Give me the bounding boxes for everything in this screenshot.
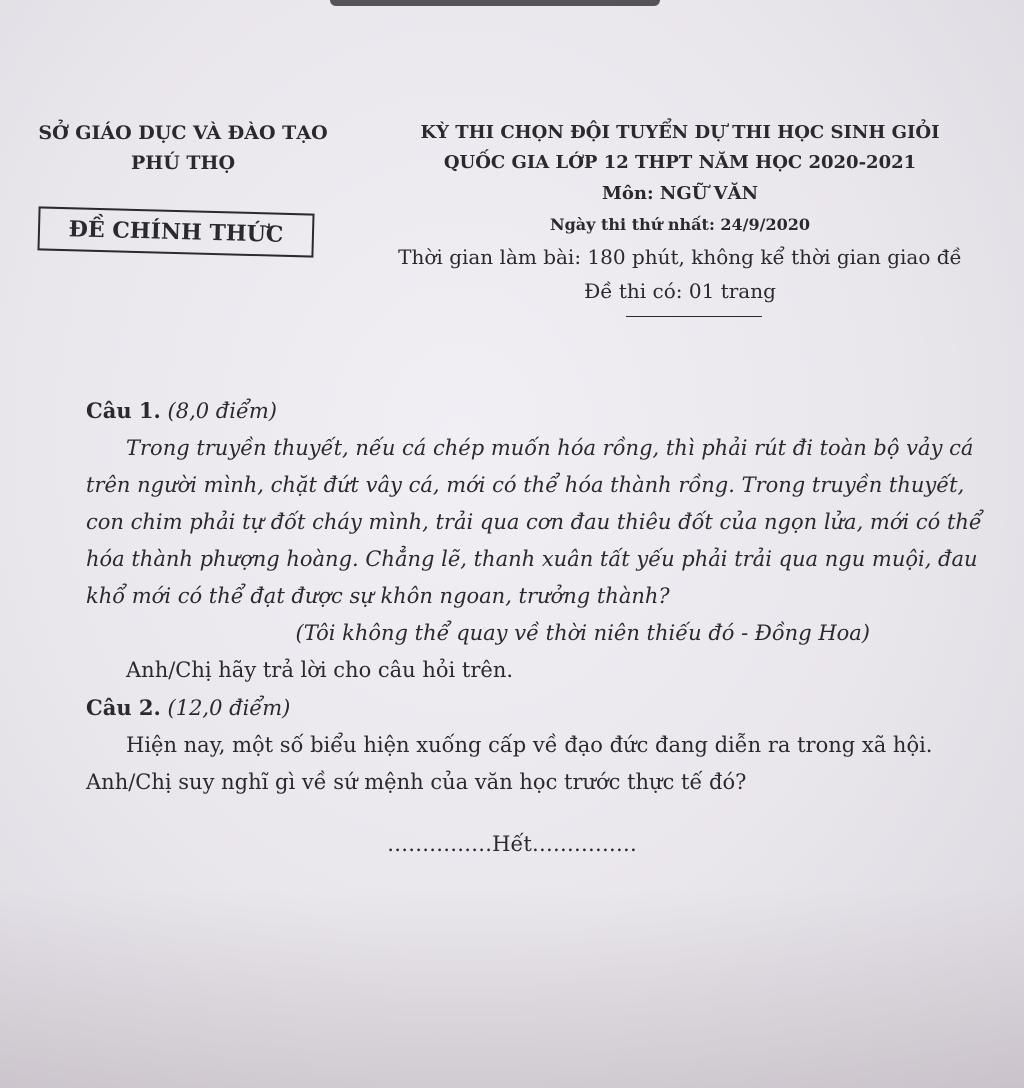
exam-header — [360, 118, 1000, 317]
department-name: SỞ GIÁO DỤC VÀ ĐÀO TẠO — [38, 122, 328, 144]
question-1-points: (8,0 điểm) — [167, 399, 277, 423]
question-1-prompt: Anh/Chị hãy trả lời cho câu hỏi trên. — [126, 658, 514, 682]
exam-body — [86, 392, 986, 801]
photo-bottom-shadow — [0, 888, 1024, 1088]
question-1-passage: Trong truyền thuyết, nếu cá chép muốn hóa rồng, thì phải rút đi toàn bộ vảy cá trên người mình, chặt đứt vây cá, mới có thể hóa thành rồng. Trong truyền thuyết, con chim phải tự đốt cháy mình, trải qua cơn đau thiêu đốt của ngọn lửa, mới có thể hóa thành phượng hoàng. Chẳng lẽ, thanh xuân tất yếu phải trải qua ngu muội, đau khổ mới có thể đạt được sự khôn ngoan, trưởng thành? — [86, 436, 982, 608]
exam-title-line-2: QUỐC GIA LỚP 12 THPT NĂM HỌC 2020-2021 — [443, 152, 917, 173]
end-of-exam-mark: ……………Hết…………… — [387, 832, 637, 856]
issuer-header — [18, 118, 348, 178]
exam-duration: Thời gian làm bài: 180 phút, không kể thời gian giao đề — [398, 245, 962, 269]
question-1-label: Câu 1. — [86, 398, 161, 423]
question-2-points: (12,0 điểm) — [167, 696, 291, 720]
exam-date: Ngày thi thứ nhất: 24/9/2020 — [549, 215, 811, 234]
exam-subject: Môn: NGỮ VĂN — [601, 183, 759, 204]
question-1-source: (Tôi không thể quay về thời niên thiếu đó - Đồng Hoa) — [295, 621, 870, 645]
official-stamp: ĐỀ CHÍNH THỨC — [37, 206, 314, 257]
exam-title-line-1: KỲ THI CHỌN ĐỘI TUYỂN DỰ THI HỌC SINH GIỎI — [420, 122, 940, 143]
exam-page-count: Đề thi có: 01 trang — [584, 279, 776, 303]
header-divider — [626, 316, 762, 317]
question-2-prompt: Hiện nay, một số biểu hiện xuống cấp về đạo đức đang diễn ra trong xã hội. Anh/Chị suy nghĩ gì về sứ mệnh của văn học trước thực tế đó? — [86, 733, 933, 794]
province-name: PHÚ THỌ — [130, 152, 236, 174]
question-2-label: Câu 2. — [86, 695, 161, 720]
question-2-heading — [86, 689, 986, 727]
photo-edge-shadow — [330, 0, 660, 6]
question-1-heading — [86, 392, 986, 430]
